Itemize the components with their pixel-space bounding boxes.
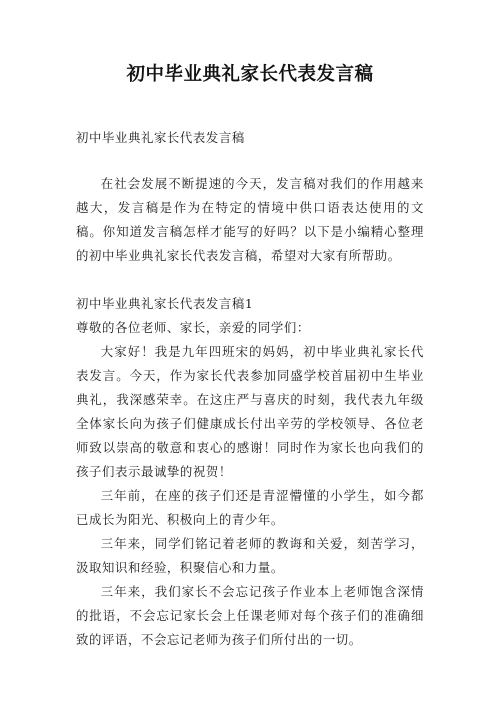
body-paragraph-3: 三年来，同学们铭记着老师的教诲和关爱，刻苦学习，汲取知识和经验，积聚信心和力量。 bbox=[76, 536, 424, 575]
body-paragraph-2: 三年前，在座的孩子们还是青涩懵懂的小学生，如今都已成长为阳光、积极向上的青少年。 bbox=[76, 488, 424, 527]
salutation: 尊敬的各位老师、家长，亲爱的同学们： bbox=[76, 320, 310, 335]
intro-paragraph: 在社会发展不断提速的今天，发言稿对我们的作用越来越大，发言稿是作为在特定的情境中供口语表达使用的文稿。你知道发言稿怎样才能写的好吗？以下是小编精心整理的初中毕业典礼家长代表发言稿，希望对大家有所帮助。 bbox=[76, 176, 424, 263]
body-paragraph-1: 大家好！我是九年四班宋的妈妈，初中毕业典礼家长代表发言。今天，作为家长代表参加同盛学校首届初中生毕业典礼，我深感荣幸。在这庄严与喜庆的时刻，我代表九年级全体家长向为孩子们健康成长付出辛劳的学校领导、各位老师致以崇高的敬意和衷心的感谢！同时作为家长也向我们的孩子们表示最诚挚的祝贺！ bbox=[76, 344, 424, 479]
document-subtitle: 初中毕业典礼家长代表发言稿 bbox=[76, 130, 245, 145]
body-paragraph-4: 三年来，我们家长不会忘记孩子作业本上老师饱含深情的批语，不会忘记家长会上任课老师对每个孩子们的准确细致的评语，不会忘记老师为孩子们所付出的一切。 bbox=[76, 584, 424, 647]
document-title: 初中毕业典礼家长代表发言稿 bbox=[126, 64, 374, 85]
section-heading: 初中毕业典礼家长代表发言稿1 bbox=[76, 296, 254, 311]
